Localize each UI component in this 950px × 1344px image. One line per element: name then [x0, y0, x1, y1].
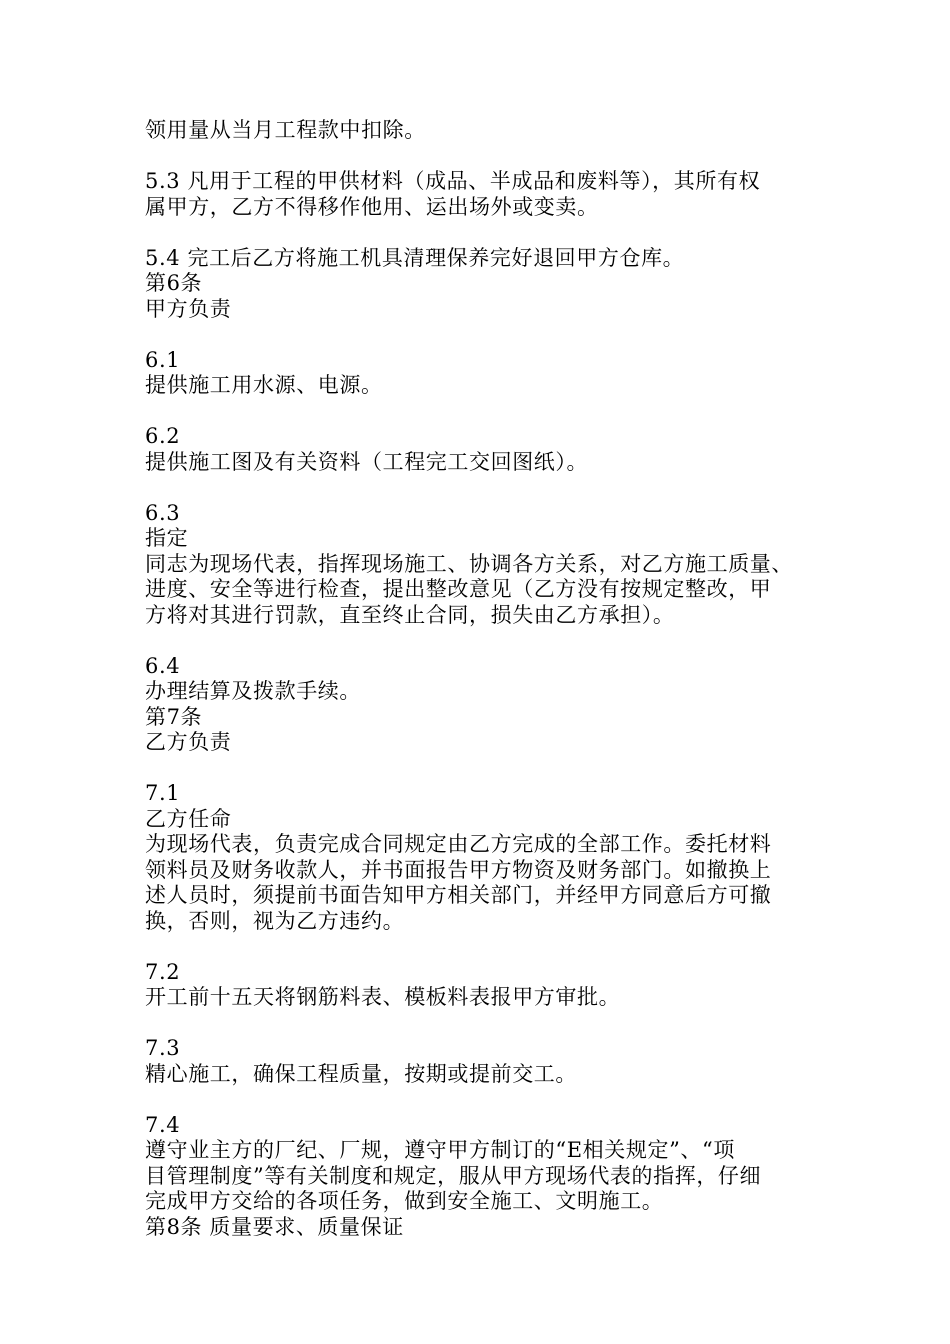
text-line: 甲方负责 — [145, 296, 232, 321]
text-line: 第7条 — [145, 704, 203, 729]
text-line: 同志为现场代表，指挥现场施工、协调各方关系，对乙方施工质量、 — [145, 551, 793, 576]
blank-line — [145, 1087, 825, 1113]
text-line: 第6条 — [145, 271, 203, 295]
text-line: 遵守业主方的厂纪、厂规，遵守甲方制订的“E相关规定”、“项 — [145, 1138, 735, 1162]
text-line: 6.2 — [145, 424, 181, 448]
text-line: 精心施工，确保工程质量，按期或提前交工。 — [145, 1061, 577, 1086]
text-line: 进度、安全等进行检查，提出整改意见（乙方没有按规定整改，甲 — [145, 577, 772, 601]
text-line: 领用量从当月工程款中扣除。 — [145, 118, 426, 142]
text-line: 5.4 完工后乙方将施工机具清理保养完好退回甲方仓库。 — [145, 245, 685, 270]
text-line: 5.3 凡用于工程的甲供材料（成品、半成品和废料等），其所有权 — [145, 169, 761, 193]
text-line: 7.2 — [145, 959, 181, 984]
text-line: 7.1 — [145, 781, 181, 805]
text-line: 为现场代表，负责完成合同规定由乙方完成的全部工作。委托材料 — [145, 832, 772, 856]
text-line: 6.4 — [145, 653, 181, 678]
text-line: 方将对其进行罚款，直至终止合同，损失由乙方承担）。 — [145, 602, 675, 627]
text-line: 指定 — [145, 526, 189, 550]
blank-line — [145, 322, 825, 348]
text-line: 6.1 — [145, 347, 181, 372]
text-line: 提供施工用水源、电源。 — [145, 373, 383, 397]
text-line: 述人员时，须提前书面告知甲方相关部门，并经甲方同意后方可撤 — [145, 883, 772, 907]
text-line: 领料员及财务收款人，并书面报告甲方物资及财务部门。如撤换上 — [145, 857, 772, 882]
text-line: 换，否则，视为乙方违约。 — [145, 908, 405, 933]
blank-line — [145, 144, 825, 170]
text-line: 开工前十五天将钢筋料表、模板料表报甲方审批。 — [145, 985, 621, 1009]
text-line: 属甲方，乙方不得移作他用、运出场外或变卖。 — [145, 194, 599, 219]
text-line: 7.4 — [145, 1112, 181, 1137]
text-line: 办理结算及拨款手续。 — [145, 679, 361, 703]
blank-line — [145, 399, 825, 425]
text-line: 6.3 — [145, 500, 181, 525]
text-line: 第8条 质量要求、质量保证 — [145, 1214, 404, 1239]
blank-line — [145, 220, 825, 246]
blank-line — [145, 628, 825, 654]
blank-line — [145, 934, 825, 960]
text-line: 目管理制度”等有关制度和规定，服从甲方现场代表的指挥，仔细 — [145, 1163, 762, 1188]
blank-line — [145, 756, 825, 782]
blank-line — [145, 475, 825, 501]
text-line: 提供施工图及有关资料（工程完工交回图纸）。 — [145, 449, 589, 474]
text-line: 完成甲方交给的各项任务，做到安全施工、文明施工。 — [145, 1189, 664, 1213]
text-line: 乙方任命 — [145, 806, 232, 831]
blank-line — [145, 1011, 825, 1037]
text-line: 乙方负责 — [145, 730, 232, 754]
document-body — [145, 118, 825, 1240]
text-line: 7.3 — [145, 1036, 181, 1060]
